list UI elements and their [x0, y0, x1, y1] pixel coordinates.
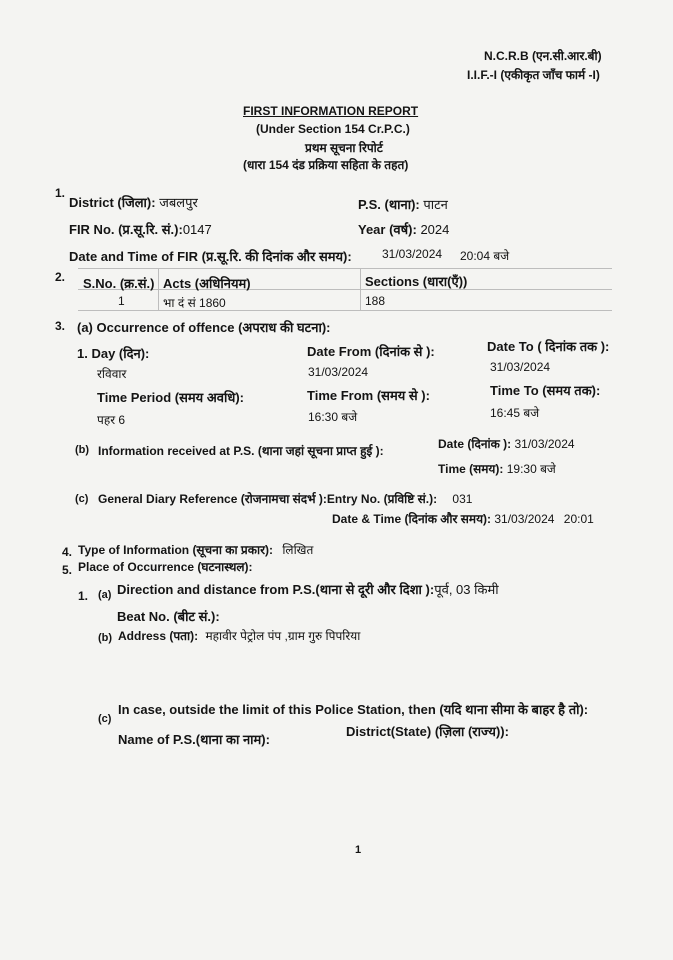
date-from-value: 31/03/2024	[308, 365, 369, 379]
report-title-hindi: प्रथम सूचना रिपोर्ट	[305, 141, 383, 155]
section-2-number: 2.	[55, 270, 66, 284]
report-subtitle: (Under Section 154 Cr.P.C.)	[256, 122, 410, 136]
page-number: 1	[355, 844, 362, 856]
info-received-label: Information received at P.S. (थाना जहां सूचना प्राप्त हुई ):	[98, 444, 384, 458]
acts-table-divider-2	[360, 268, 361, 310]
date-to-value: 31/03/2024	[490, 360, 551, 374]
address-value: महावीर पेट्रोल पंप ,ग्राम गुरु पिपरिया	[205, 629, 361, 643]
info-received-date-value: 31/03/2024	[514, 437, 575, 451]
gd-reference-label: General Diary Reference (रोजनामचा संदर्भ ):Entry No. (प्रविष्टि सं.):	[98, 492, 438, 506]
time-to-value: 16:45 बजे	[490, 406, 540, 420]
info-received-time	[438, 460, 556, 477]
place-item-number: 1.	[78, 589, 89, 603]
district-field	[69, 193, 198, 211]
fir-number-label: FIR No. (प्र.सू.रि. सं.):	[69, 222, 183, 237]
gd-datetime-field	[332, 510, 594, 527]
district-state-label: District(State) (ज़िला (राज्य)):	[346, 724, 509, 739]
district-value: जबलपुर	[159, 195, 198, 210]
report-title: FIRST INFORMATION REPORT	[243, 104, 419, 118]
address-field	[118, 627, 360, 644]
police-station-label: P.S. (थाना):	[358, 197, 420, 212]
gd-datetime-time: 20:01	[563, 512, 594, 526]
fir-datetime-field	[69, 247, 352, 265]
info-type-label: Type of Information (सूचना का प्रकार):	[78, 543, 273, 557]
fir-datetime-label: Date and Time of FIR (प्र.सू.रि. की दिनांक और समय):	[69, 249, 352, 264]
time-period-value: पहर 6	[97, 413, 126, 427]
section-1-number: 1.	[55, 186, 66, 200]
day-value: रविवार	[97, 367, 127, 381]
info-received-date-label: Date (दिनांक ):	[438, 437, 512, 451]
address-tag: (b)	[98, 632, 113, 644]
occurrence-heading: (a) Occurrence of offence (अपराध की घटना):	[77, 320, 331, 335]
section-4-number: 4.	[62, 545, 73, 559]
fir-number-field	[69, 220, 212, 238]
acts-table-bottom-border	[78, 310, 612, 311]
acts-table-header-acts: Acts (अधिनियम)	[163, 276, 251, 291]
time-to-label: Time To (समय तक):	[490, 383, 601, 398]
info-received-tag: (b)	[75, 444, 90, 456]
time-period-label: Time Period (समय अवधि):	[97, 390, 245, 405]
iif-header: I.I.F.-I (एकीकृत जाँच फार्म -I)	[467, 68, 600, 82]
date-from-label: Date From (दिनांक से ):	[307, 344, 435, 359]
report-subtitle-hindi: (धारा 154 दंड प्रक्रिया सहिता के तहत)	[243, 158, 409, 172]
day-label: 1. Day (दिन):	[77, 346, 150, 361]
time-from-value: 16:30 बजे	[308, 410, 358, 424]
year-label: Year (वर्ष):	[358, 222, 417, 237]
gd-datetime-date: 31/03/2024	[494, 512, 555, 526]
address-label: Address (पता):	[118, 629, 199, 643]
gd-reference-field	[98, 490, 472, 507]
acts-table-header-sections: Sections (धारा(एँ))	[365, 274, 468, 289]
time-from-label: Time From (समय से ):	[307, 388, 430, 403]
info-received-date	[438, 435, 575, 452]
year-field	[358, 220, 449, 238]
gd-datetime-label: Date & Time (दिनांक और समय):	[332, 512, 492, 526]
ncrb-header: N.C.R.B (एन.सी.आर.बी)	[484, 49, 602, 63]
fir-number-value: 0147	[182, 222, 212, 237]
acts-table-cell-sno: 1	[118, 294, 125, 308]
district-label: District (जिला):	[69, 195, 156, 210]
date-to-label: Date To ( दिनांक तक ):	[487, 339, 610, 354]
police-station-value: पाटन	[423, 197, 448, 212]
info-type-value: लिखित	[282, 543, 314, 557]
ps-name-label: Name of P.S.(थाना का नाम):	[118, 732, 270, 747]
gd-reference-tag: (c)	[75, 493, 89, 505]
info-type-field	[78, 541, 313, 558]
outside-limit-tag: (c)	[98, 713, 112, 725]
section-5-number: 5.	[62, 563, 73, 577]
fir-time-value: 20:04 बजे	[460, 249, 510, 263]
police-station-field	[358, 195, 448, 213]
direction-distance-value: पूर्व, 03 किमी	[434, 582, 499, 597]
place-of-occurrence-label: Place of Occurrence (घटनास्थल):	[78, 560, 253, 574]
section-3-number: 3.	[55, 319, 66, 333]
acts-table-header-sno: S.No. (क्र.सं.)	[83, 276, 155, 291]
info-received-time-value: 19:30 बजे	[506, 462, 556, 476]
gd-entry-value: 031	[452, 492, 473, 506]
fir-date-value: 31/03/2024	[382, 247, 443, 261]
direction-distance-label: Direction and distance from P.S.(थाना से दूरी और दिशा ):	[117, 582, 435, 597]
beat-number-label: Beat No. (बीट सं.):	[117, 609, 220, 624]
acts-table-divider-1	[158, 268, 159, 310]
direction-distance-field	[117, 580, 499, 598]
year-value: 2024	[420, 222, 450, 237]
acts-table-cell-section: 188	[365, 294, 386, 308]
acts-table-cell-act: भा दं सं 1860	[163, 296, 226, 310]
info-received-time-label: Time (समय):	[438, 462, 504, 476]
direction-tag: (a)	[98, 589, 112, 601]
outside-limit-label: In case, outside the limit of this Police Station, then (यदि थाना सीमा के बाहर है तो):	[118, 702, 589, 717]
